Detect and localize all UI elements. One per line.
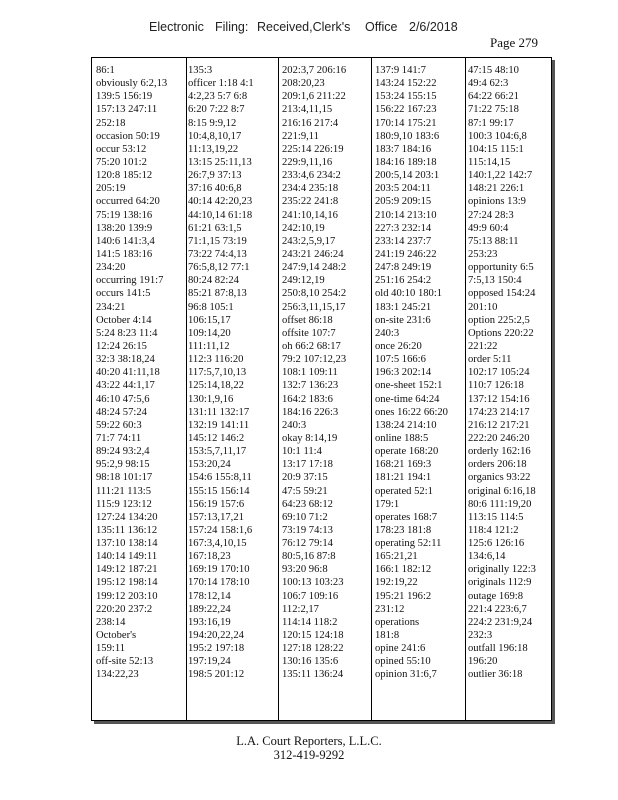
index-entry: 98:18 101:17	[96, 472, 153, 484]
index-entry: 87:1 99:17	[468, 117, 514, 129]
index-entry: 251:16 254:2	[375, 275, 432, 287]
index-entry: 240:3	[282, 419, 307, 431]
index-entry: 157:13,17,21	[188, 511, 244, 523]
index-entry: 112:3 116:20	[188, 354, 244, 366]
index-entry: 5:24 8:23 11:4	[96, 327, 158, 339]
index-entry: 64:22 66:21	[468, 91, 519, 103]
index-entry: 168:21 169:3	[375, 459, 432, 471]
index-entry: 12:24 26:15	[96, 340, 147, 352]
index-entry: 135:11 136:24	[282, 669, 344, 681]
index-column-1	[96, 64, 188, 682]
index-entry: 10:4,8,10,17	[188, 130, 242, 142]
index-entry: operated 52:1	[375, 485, 433, 497]
header-received: Received,Clerk's	[257, 20, 351, 34]
index-entry: occurs 141:5	[96, 288, 151, 300]
index-entry: 135:3	[188, 65, 213, 76]
index-entry: option 225:2,5	[468, 314, 530, 326]
index-entry: 197:19,24	[188, 656, 231, 668]
index-entry: 167:3,4,10,15	[188, 538, 247, 550]
index-entry: obviously 6:2,13	[96, 78, 168, 90]
index-entry: 80:6 111:19,20	[468, 498, 532, 510]
index-entry: 200:5,14 203:1	[375, 170, 440, 182]
index-entry: 73:19 74:13	[282, 524, 333, 536]
index-entry: orders 206:18	[468, 459, 527, 471]
column-divider	[371, 58, 372, 720]
index-entry: 48:24 57:24	[96, 406, 147, 418]
index-entry: 112:2,17	[282, 603, 319, 615]
index-entry: 115:14,15	[468, 156, 511, 168]
index-entry: 106:15,17	[188, 314, 231, 326]
index-entry: 198:5 201:12	[188, 669, 245, 681]
index-entry: 93:20 96:8	[282, 564, 328, 576]
index-entry: occasion 50:19	[96, 130, 160, 142]
index-entry: 71:22 75:18	[468, 104, 519, 116]
index-entry: 120:15 124:18	[282, 630, 344, 642]
index-entry: Options 220:22	[468, 327, 534, 339]
index-entry: old 40:10 180:1	[375, 288, 443, 300]
footer-company: L.A. Court Reporters, L.L.C.	[236, 734, 382, 748]
index-entry: 110:7 126:18	[468, 380, 524, 392]
index-entry: 145:12 146:2	[188, 432, 245, 444]
index-entry: 166:1 182:12	[375, 564, 432, 576]
index-entry: oh 66:2 68:17	[282, 340, 341, 352]
column-divider	[186, 58, 187, 720]
index-entry: 109:14,20	[188, 327, 231, 339]
header-electronic: Electronic	[149, 20, 204, 34]
index-entry: 10:1 11:4	[282, 446, 322, 458]
index-entry: 157:24 158:1,6	[188, 524, 253, 536]
index-entry: 205:9 209:15	[375, 196, 432, 208]
index-entry: 153:24 155:15	[375, 91, 437, 103]
index-entry: 233:4,6 234:2	[282, 170, 341, 182]
index-entry: opinions 13:9	[468, 196, 526, 208]
index-entry: 253:23	[468, 248, 498, 260]
index-entry: 127:24 134:20	[96, 511, 158, 523]
index-entry: 196:3 202:14	[375, 367, 432, 379]
index-entry: 75:19 138:16	[96, 209, 153, 221]
index-entry: 193:16,19	[188, 616, 231, 628]
index-entry: occurred 64:20	[96, 196, 160, 208]
index-entry: 199:12 203:10	[96, 590, 158, 602]
index-entry: 49:9 60:4	[468, 222, 509, 234]
index-entry: 169:19 170:10	[188, 564, 250, 576]
index-entry: 132:19 141:11	[188, 419, 250, 431]
index-entry: 137:9 141:7	[375, 65, 426, 76]
index-entry: 138:20 139:9	[96, 222, 153, 234]
index-entry: 167:18,23	[188, 551, 231, 563]
word-index-frame	[91, 57, 552, 721]
column-divider	[278, 58, 279, 720]
index-entry: opinion 31:6,7	[375, 669, 437, 681]
index-entry: October 4:14	[96, 314, 152, 326]
index-entry: 250:8,10 254:2	[282, 288, 347, 300]
index-entry: 221:22	[468, 340, 498, 352]
index-entry: order 5:11	[468, 354, 512, 366]
index-entry: 234:21	[96, 301, 126, 313]
index-entry: 8:15 9:9,12	[188, 117, 237, 129]
index-entry: 184:16 189:18	[375, 156, 437, 168]
index-entry: 159:11	[96, 643, 126, 655]
index-entry: 37:16 40:6,8	[188, 183, 242, 195]
index-entry: October's	[96, 630, 137, 642]
index-entry: 102:17 105:24	[468, 367, 530, 379]
index-entry: 138:24 214:10	[375, 419, 437, 431]
index-entry: 40:20 41:11,18	[96, 367, 160, 379]
index-entry: 27:24 28:3	[468, 209, 514, 221]
index-entry: 141:5 183:16	[96, 248, 153, 260]
index-entry: 111:11,12	[188, 340, 230, 352]
index-entry: 107:5 166:6	[375, 354, 426, 366]
index-entry: 71:1,15 73:19	[188, 235, 247, 247]
index-entry: opined 55:10	[375, 656, 431, 668]
page-number: Page 279	[490, 35, 539, 50]
index-entry: operates 168:7	[375, 511, 438, 523]
header-date: 2/6/2018	[409, 20, 458, 34]
index-entry: one-sheet 152:1	[375, 380, 443, 392]
index-entry: 86:1	[96, 65, 115, 76]
index-entry: 234:4 235:18	[282, 183, 339, 195]
index-entry: 140:14 149:11	[96, 551, 158, 563]
index-entry: 238:14	[96, 616, 126, 628]
index-entry: offset 86:18	[282, 314, 333, 326]
index-entry: 153:5,7,11,17	[188, 446, 247, 458]
index-entry: 76:12 79:14	[282, 538, 333, 550]
index-entry: 243:21 246:24	[282, 248, 344, 260]
index-entry: 117:5,7,10,13	[188, 367, 247, 379]
index-entry: 213:4,11,15	[282, 104, 333, 116]
index-column-3	[282, 64, 374, 682]
index-entry: 216:12 217:21	[468, 419, 530, 431]
index-entry: 49:4 62:3	[468, 78, 509, 90]
index-entry: original 6:16,18	[468, 485, 536, 497]
index-entry: 192:19,22	[375, 577, 418, 589]
index-entry: 75:20 101:2	[96, 156, 147, 168]
index-entry: once 26:20	[375, 340, 422, 352]
index-entry: 125:14,18,22	[188, 380, 244, 392]
index-entry: 130:16 135:6	[282, 656, 339, 668]
index-entry: 79:2 107:12,23	[282, 354, 347, 366]
index-entry: officer 1:18 4:1	[188, 78, 254, 90]
index-entry: 26:7,9 37:13	[188, 170, 242, 182]
index-entry: 137:12 154:16	[468, 393, 530, 405]
index-entry: 181:21 194:1	[375, 472, 432, 484]
index-entry: 59:22 60:3	[96, 419, 142, 431]
index-entry: 96:8 105:1	[188, 301, 234, 313]
index-entry: 44:10,14 61:18	[188, 209, 253, 221]
index-entry: 47:5 59:21	[282, 485, 328, 497]
index-entry: operate 168:20	[375, 446, 439, 458]
index-entry: 243:2,5,9,17	[282, 235, 336, 247]
index-entry: 179:1	[375, 498, 400, 510]
index-entry: 235:22 241:8	[282, 196, 339, 208]
index-entry: 221:9,11	[282, 130, 319, 142]
index-entry: 180:9,10 183:6	[375, 130, 440, 142]
index-entry: 120:8 185:12	[96, 170, 153, 182]
index-entry: 189:22,24	[188, 603, 231, 615]
index-entry: 40:14 42:20,23	[188, 196, 253, 208]
index-entry: 140:6 141:3,4	[96, 235, 155, 247]
index-entry: 71:7 74:11	[96, 432, 142, 444]
index-entry: 209:1,6 211:22	[282, 91, 346, 103]
index-entry: 64:23 68:12	[282, 498, 333, 510]
index-entry: 249:12,19	[282, 275, 325, 287]
index-entry: 157:13 247:11	[96, 104, 158, 116]
index-entry: offsite 107:7	[282, 327, 336, 339]
index-entry: 178:23 181:8	[375, 524, 432, 536]
index-entry: 202:3,7 206:16	[282, 65, 347, 76]
index-entry: 32:3 38:18,24	[96, 354, 155, 366]
index-entry: 134:22,23	[96, 669, 139, 681]
index-entry: opine 241:6	[375, 643, 426, 655]
index-entry: 100:13 103:23	[282, 577, 344, 589]
index-entry: 156:19 157:6	[188, 498, 245, 510]
index-entry: 229:9,11,16	[282, 156, 333, 168]
index-entry: 165:21,21	[375, 551, 418, 563]
index-entry: 224:2 231:9,24	[468, 616, 533, 628]
index-entry: 61:21 63:1,5	[188, 222, 242, 234]
index-entry: 195:21 196:2	[375, 590, 432, 602]
index-entry: 178:12,14	[188, 590, 231, 602]
index-entry: 139:5 156:19	[96, 91, 153, 103]
index-entry: opposed 154:24	[468, 288, 536, 300]
index-entry: 13:17 17:18	[282, 459, 333, 471]
index-entry: off-site 52:13	[96, 656, 154, 668]
index-entry: okay 8:14,19	[282, 432, 338, 444]
index-entry: 205:19	[96, 183, 126, 195]
index-entry: 115:9 123:12	[96, 498, 152, 510]
index-entry: 221:4 223:6,7	[468, 603, 527, 615]
index-entry: operations	[375, 616, 420, 628]
header-office: Office	[365, 20, 398, 34]
index-entry: 208:20,23	[282, 78, 325, 90]
index-entry: 111:21 113:5	[96, 485, 152, 497]
index-entry: 69:10 71:2	[282, 511, 328, 523]
index-entry: 154:6 155:8,11	[188, 472, 252, 484]
index-entry: 7:5,13 150:4	[468, 275, 522, 287]
index-entry: 95:2,9 98:15	[96, 459, 150, 471]
index-entry: 135:11 136:12	[96, 524, 158, 536]
index-entry: 194:20,22,24	[188, 630, 244, 642]
index-entry: ones 16:22 66:20	[375, 406, 448, 418]
index-entry: 149:12 187:21	[96, 564, 158, 576]
index-entry: 195:2 197:18	[188, 643, 245, 655]
index-entry: 241:19 246:22	[375, 248, 437, 260]
index-entry: 195:12 198:14	[96, 577, 158, 589]
index-entry: 114:14 118:2	[282, 616, 338, 628]
index-entry: 164:2 183:6	[282, 393, 333, 405]
index-entry: 225:14 226:19	[282, 143, 344, 155]
index-entry: 143:24 152:22	[375, 78, 437, 90]
index-entry: originals 112:9	[468, 577, 532, 589]
index-entry: 247:8 249:19	[375, 262, 432, 274]
index-entry: 231:12	[375, 603, 405, 615]
index-entry: 170:14 175:21	[375, 117, 437, 129]
index-entry: 256:3,11,15,17	[282, 301, 346, 313]
index-entry: 240:3	[375, 327, 400, 339]
index-entry: outfall 196:18	[468, 643, 528, 655]
index-entry: 85:21 87:8,13	[188, 288, 247, 300]
column-divider	[465, 58, 466, 720]
index-entry: 140:1,22 142:7	[468, 170, 533, 182]
index-entry: 183:1 245:21	[375, 301, 432, 313]
header-filing: Filing:	[215, 20, 249, 34]
index-entry: 153:20,24	[188, 459, 231, 471]
index-entry: 234:20	[96, 262, 126, 274]
index-entry: 196:20	[468, 656, 498, 668]
index-entry: 131:11 132:17	[188, 406, 250, 418]
index-entry: 170:14 178:10	[188, 577, 250, 589]
index-entry: orderly 162:16	[468, 446, 531, 458]
index-entry: 125:6 126:16	[468, 538, 525, 550]
index-column-2	[188, 64, 280, 682]
index-entry: 210:14 213:10	[375, 209, 437, 221]
index-entry: 203:5 204:11	[375, 183, 431, 195]
index-entry: originally 122:3	[468, 564, 536, 576]
index-entry: 75:13 88:11	[468, 235, 519, 247]
index-entry: 127:18 128:22	[282, 643, 344, 655]
index-entry: 155:15 156:14	[188, 485, 250, 497]
index-entry: 174:23 214:17	[468, 406, 530, 418]
index-entry: on-site 231:6	[375, 314, 431, 326]
index-entry: 181:8	[375, 630, 400, 642]
index-entry: 183:7 184:16	[375, 143, 432, 155]
index-entry: 242:10,19	[282, 222, 325, 234]
index-entry: 233:14 237:7	[375, 235, 432, 247]
index-entry: 113:15 114:5	[468, 511, 524, 523]
index-entry: 134:6,14	[468, 551, 506, 563]
index-entry: 184:16 226:3	[282, 406, 339, 418]
index-entry: 46:10 47:5,6	[96, 393, 150, 405]
index-entry: 76:5,8,12 77:1	[188, 262, 250, 274]
index-entry: online 188:5	[375, 432, 429, 444]
index-entry: one-time 64:24	[375, 393, 440, 405]
index-entry: 137:10 138:14	[96, 538, 158, 550]
index-entry: 11:13,19,22	[188, 143, 239, 155]
footer-phone: 312-419-9292	[273, 748, 345, 762]
index-entry: 247:9,14 248:2	[282, 262, 347, 274]
index-entry: 201:10	[468, 301, 498, 313]
index-entry: 6:20 7:22 8:7	[188, 104, 245, 116]
index-entry: 43:22 44:1,17	[96, 380, 155, 392]
index-entry: 20:9 37:15	[282, 472, 328, 484]
index-entry: organics 93:22	[468, 472, 531, 484]
index-entry: 47:15 48:10	[468, 65, 519, 76]
index-column-5	[468, 64, 560, 682]
index-entry: 216:16 217:4	[282, 117, 339, 129]
index-entry: 252:18	[96, 117, 126, 129]
index-entry: occur 53:12	[96, 143, 147, 155]
index-entry: operating 52:11	[375, 538, 442, 550]
index-entry: 89:24 93:2,4	[96, 446, 150, 458]
index-entry: 4:2,23 5:7 6:8	[188, 91, 248, 103]
index-entry: 130:1,9,16	[188, 393, 234, 405]
index-entry: 80:24 82:24	[188, 275, 239, 287]
index-entry: 108:1 109:11	[282, 367, 338, 379]
index-entry: 104:15 115:1	[468, 143, 524, 155]
index-column-4	[375, 64, 467, 682]
index-entry: outlier 36:18	[468, 669, 523, 681]
index-entry: 100:3 104:6,8	[468, 130, 527, 142]
index-entry: 227:3 232:14	[375, 222, 432, 234]
index-entry: 132:7 136:23	[282, 380, 339, 392]
index-entry: 222:20 246:20	[468, 432, 530, 444]
index-entry: 80:5,16 87:8	[282, 551, 336, 563]
index-entry: 241:10,14,16	[282, 209, 338, 221]
index-entry: 156:22 167:23	[375, 104, 437, 116]
index-entry: 106:7 109:16	[282, 590, 339, 602]
index-entry: opportunity 6:5	[468, 262, 534, 274]
index-entry: 13:15 25:11,13	[188, 156, 252, 168]
index-entry: 73:22 74:4,13	[188, 248, 247, 260]
index-entry: 148:21 226:1	[468, 183, 525, 195]
index-entry: occurring 191:7	[96, 275, 164, 287]
index-entry: 232:3	[468, 630, 493, 642]
index-entry: 118:4 121:2	[468, 524, 519, 536]
index-entry: outage 169:8	[468, 590, 524, 602]
index-entry: 220:20 237:2	[96, 603, 153, 615]
